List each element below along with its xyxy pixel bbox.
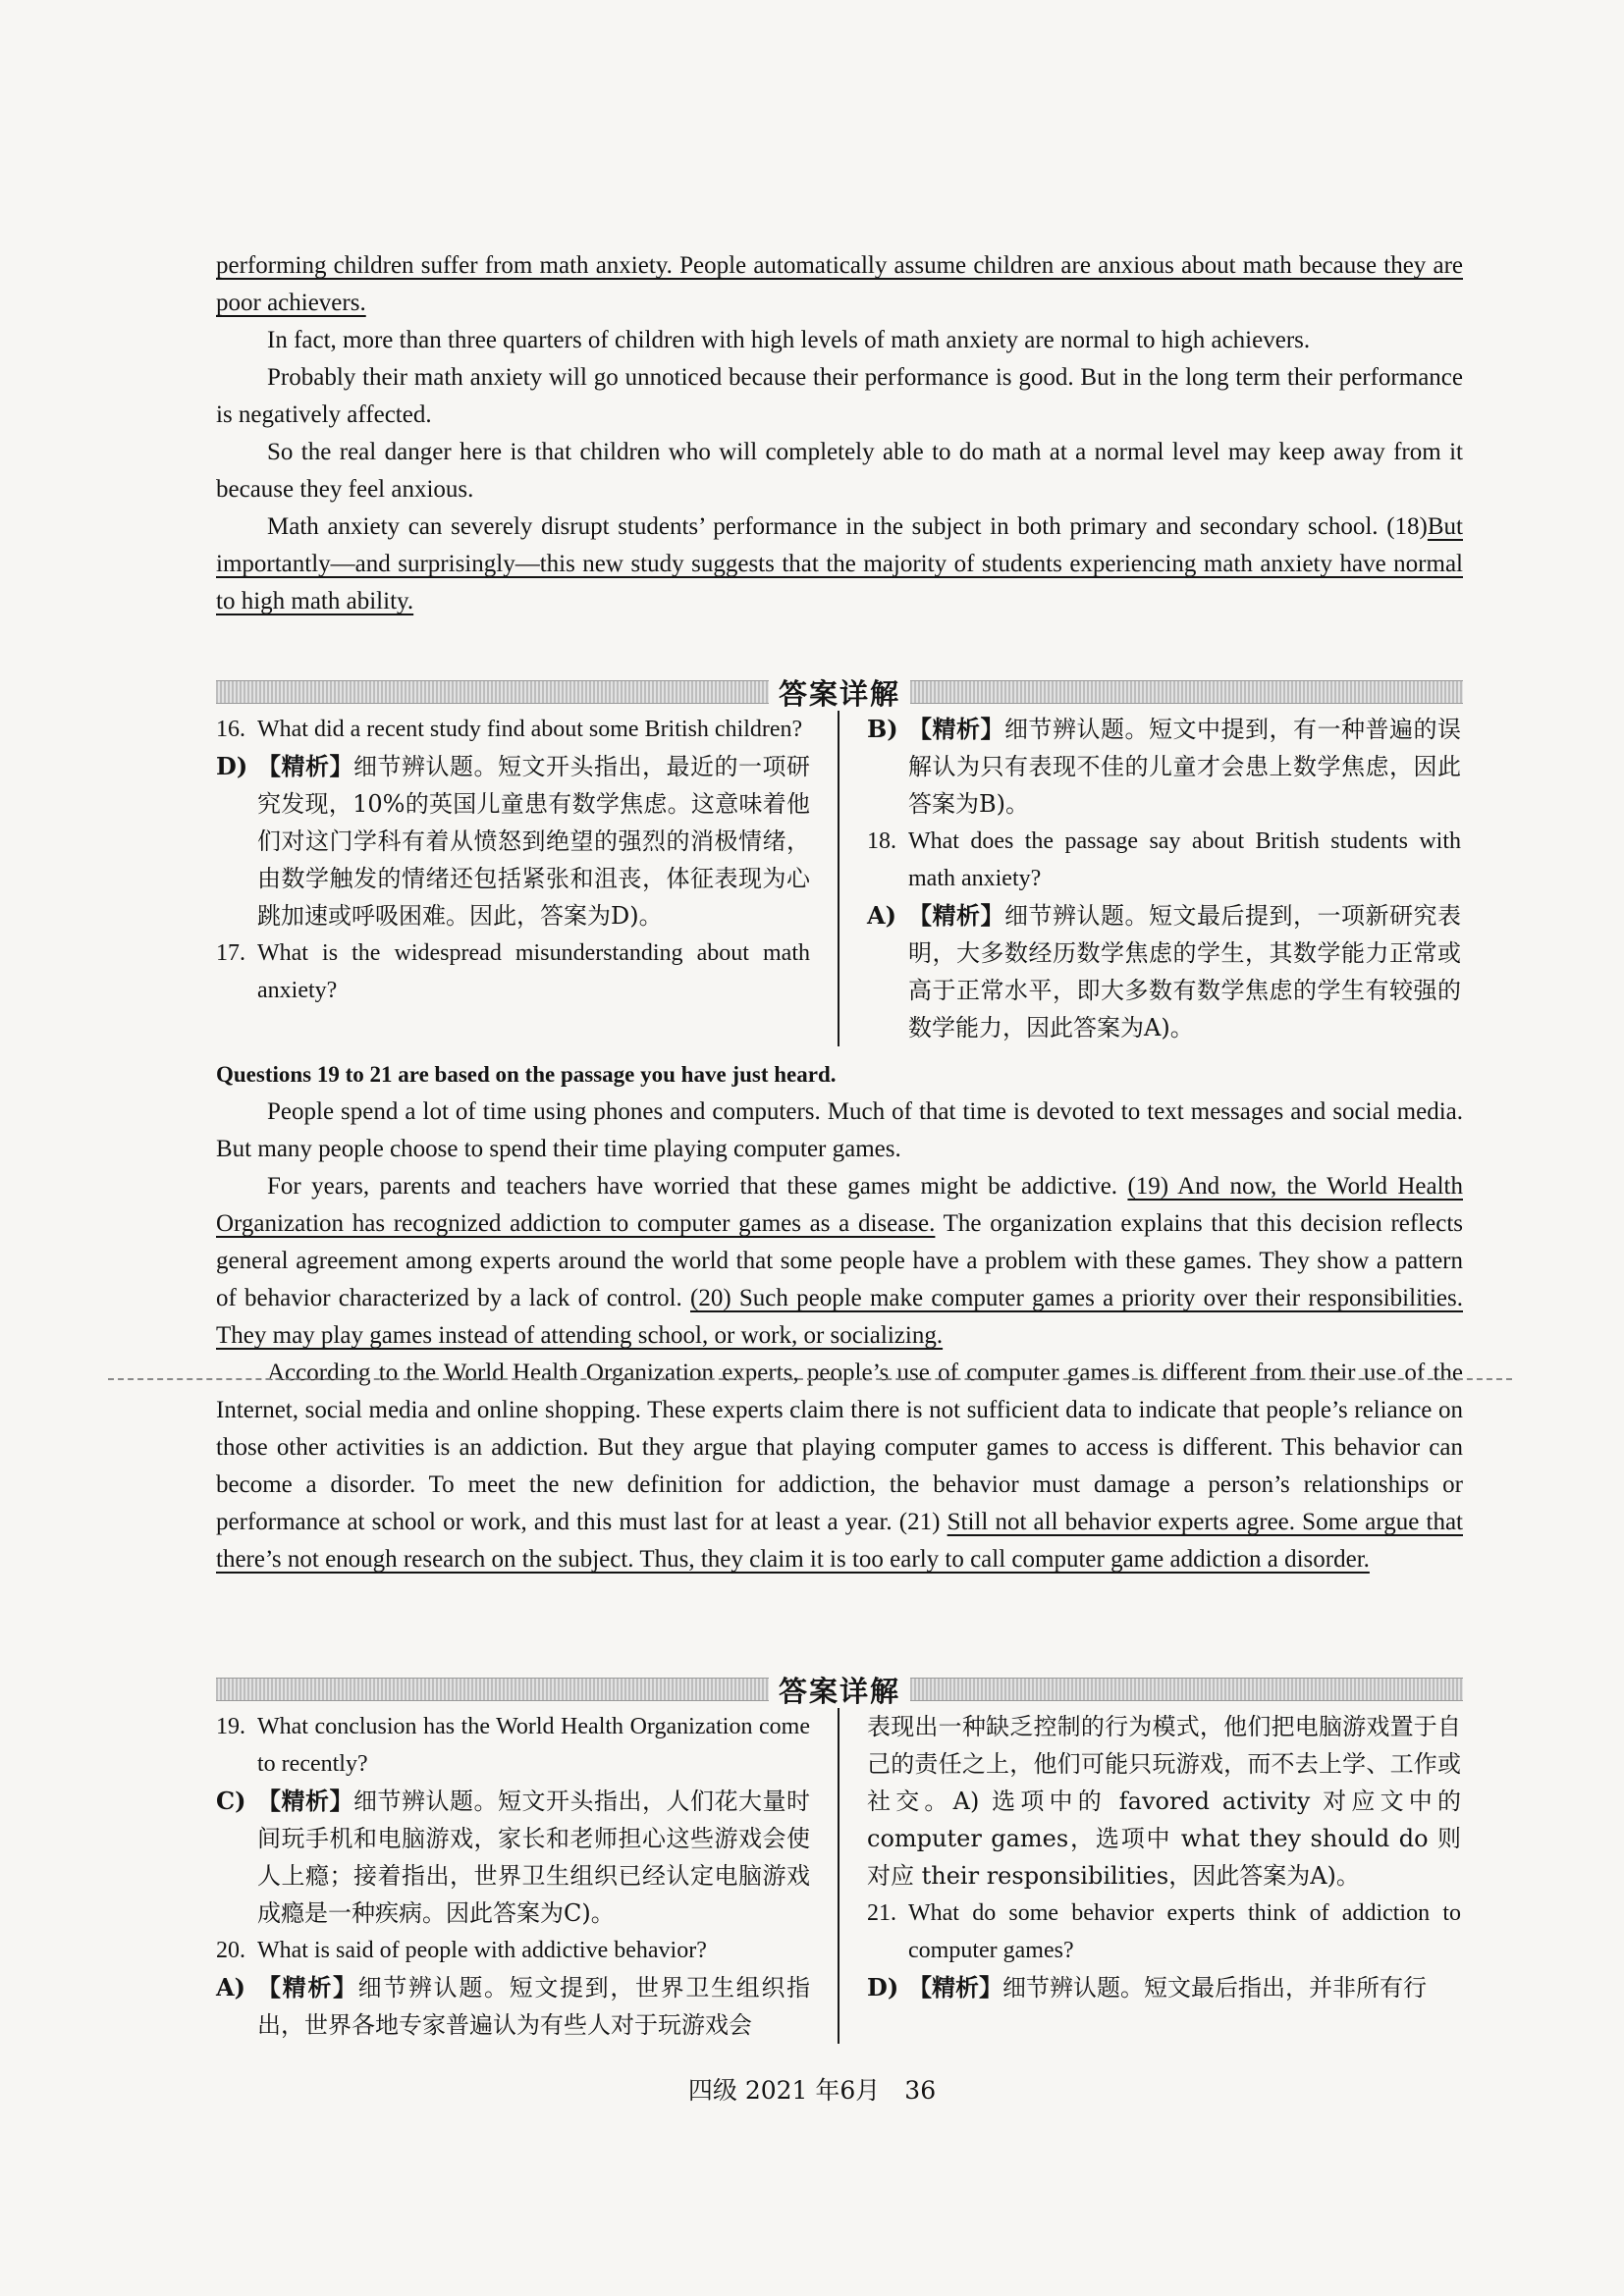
- answer-21: [867, 1969, 1461, 2006]
- answer-column-left: [216, 711, 810, 1046]
- answer-sentence-20: (20) Such people make computer games a priority over their responsibilities. They may play games instead of attending school, or work, or socializing.: [216, 1285, 1463, 1349]
- answers-19-21: [216, 1708, 1463, 2044]
- passage-paragraph: performing children suffer from math anxiety. People automatically assume children are anxious about math because they are poor achievers.: [216, 252, 1463, 316]
- passage-paragraph: [216, 1168, 1463, 1355]
- answer-letter: D): [216, 752, 248, 780]
- answer-banner: [216, 1673, 1463, 1706]
- answers-16-18: [216, 711, 1463, 1046]
- analysis-tag: 【精析】: [257, 752, 353, 780]
- column-divider: [838, 1708, 839, 2044]
- analysis-text: 细节辨认题。短文最后指出，并非所有行: [1002, 1974, 1427, 2002]
- question-text: What does the passage say about British students with math anxiety?: [908, 828, 1461, 891]
- answer-sentence-18: But importantly—and surprisingly—this new study suggests that the majority of students experiencing math anxiety have normal to high math ability.: [216, 513, 1463, 614]
- question-number: 17.: [216, 940, 245, 966]
- passage-text: Math anxiety can severely disrupt students’ performance in the subject in both primary and secondary school. (18): [267, 513, 1428, 540]
- fold-dash-line: [108, 1378, 1512, 1380]
- question-21: [867, 1895, 1461, 1969]
- question-17: [216, 934, 810, 1009]
- answer-letter: D): [867, 1973, 899, 2002]
- answer-20: [216, 1969, 810, 2044]
- question-text: What conclusion has the World Health Organization come to recently?: [257, 1714, 810, 1777]
- answer-20-continued: [867, 1708, 1461, 1895]
- analysis-text: 细节辨认题。短文最后提到，一项新研究表明，大多数经历数学焦虑的学生，其数学能力正常或高于正常水平，即大多数有数学焦虑的学生有较强的数学能力，因此答案为A)。: [908, 902, 1461, 1041]
- section-heading: Questions 19 to 21 are based on the passage you have just heard.: [216, 1062, 837, 1087]
- answer-17: [867, 711, 1461, 823]
- analysis-text: 细节辨认题。短文中提到，有一种普遍的误解认为只有表现不佳的儿童才会患上数学焦虑，因此答案为B)。: [908, 716, 1461, 818]
- answer-18: [867, 897, 1461, 1046]
- answer-letter: A): [216, 1973, 245, 2002]
- question-number: 21.: [867, 1900, 896, 1926]
- analysis-text: 表现出一种缺乏控制的行为模式，他们把电脑游戏置于自己的责任之上，他们可能只玩游戏，而不去上学、工作或社交。A) 选项中的 favored activity 对应文中的 computer games，选项中 what they should do 则对应 their responsibilities，因此答案为A)。: [867, 1713, 1461, 1890]
- answer-letter: C): [216, 1787, 246, 1815]
- passage-paragraph: Probably their math anxiety will go unnoticed because their performance is good. But in the long term their performance is negatively affected.: [216, 364, 1463, 428]
- answer-19: [216, 1783, 810, 1932]
- analysis-text: 细节辨认题。短文提到，世界卫生组织指出，世界各地专家普遍认为有些人对于玩游戏会: [257, 1974, 811, 2039]
- question-18: [867, 823, 1461, 897]
- answer-letter: B): [867, 715, 898, 743]
- question-text: What is the widespread misunderstanding about math anxiety?: [257, 940, 810, 1003]
- passage-text: For years, parents and teachers have worried that these games might be addictive.: [267, 1173, 1128, 1200]
- passage-paragraph: So the real danger here is that children who will completely able to do math at a normal level may keep away from it because they feel anxious.: [216, 439, 1463, 503]
- banner-title: 答案详解: [779, 1674, 901, 1708]
- answer-sentence-21: Still not all behavior experts agree. Some argue that there’s not enough research on the subject. Thus, they claim it is too early to call computer game addiction a disorder.: [216, 1509, 1463, 1573]
- question-number: 16.: [216, 717, 245, 742]
- passage-paragraph: In fact, more than three quarters of children with high levels of math anxiety are normal to high achievers.: [267, 327, 1311, 353]
- banner-stripe-left: [216, 1678, 769, 1701]
- answer-banner: [216, 675, 1463, 709]
- answer-column-left: [216, 1708, 810, 2044]
- passage-text: According to the World Health Organization experts, people’s use of computer games is different from their use of the Internet, social media and online shopping. These experts claim there is not sufficient data to indicate that people’s reliance on those other activities is an addiction. But they argue that playing computer games to access is different. This behavior can become a disorder. To meet the new definition for addiction, the behavior must damage a person’s relationships or performance at school or work, and this must last for at least a year. (21): [216, 1360, 1463, 1535]
- passage-18: [216, 247, 1463, 620]
- passage-text: The organization explains that this decision reflects general agreement among experts around the world that some people have a problem with these games. They show a pattern of behavior characterized by a lack of control.: [216, 1210, 1463, 1311]
- question-text: What do some behavior experts think of addiction to computer games?: [908, 1900, 1461, 1963]
- analysis-tag: 【精析】: [257, 1787, 353, 1815]
- banner-stripe-right: [910, 1678, 1463, 1701]
- page-footer: 四级 2021 年6月 36: [687, 2076, 937, 2105]
- passage-paragraph: People spend a lot of time using phones and computers. Much of that time is devoted to text messages and social media. But many people choose to spend their time playing computer games.: [216, 1098, 1463, 1162]
- analysis-tag: 【精析】: [908, 1973, 1002, 2002]
- question-number: 19.: [216, 1714, 245, 1739]
- question-text: What is said of people with addictive behavior?: [257, 1938, 707, 1963]
- answer-column-right: [867, 711, 1461, 1046]
- question-20: [216, 1932, 810, 1969]
- passage-paragraph: [216, 508, 1463, 620]
- analysis-tag: 【精析】: [257, 1973, 358, 2002]
- banner-stripe-right: [910, 680, 1463, 704]
- answer-letter: A): [867, 901, 896, 930]
- analysis-tag: 【精析】: [908, 715, 1004, 743]
- answer-column-right: [867, 1708, 1461, 2044]
- column-divider: [838, 711, 839, 1046]
- passage-paragraph: [216, 1355, 1463, 1578]
- answer-16: [216, 748, 810, 934]
- question-19: [216, 1708, 810, 1783]
- question-number: 18.: [867, 828, 896, 854]
- banner-title: 答案详解: [779, 676, 901, 711]
- question-number: 20.: [216, 1938, 245, 1963]
- banner-stripe-left: [216, 680, 769, 704]
- answer-sentence-19: (19) And now, the World Health Organization has recognized addiction to computer games as a disease.: [216, 1173, 1463, 1237]
- question-text: What did a recent study find about some British children?: [257, 717, 803, 742]
- analysis-tag: 【精析】: [908, 901, 1004, 930]
- passage-19-21: [216, 1094, 1463, 1578]
- analysis-text: 细节辨认题。短文开头指出，最近的一项研究发现，10%的英国儿童患有数学焦虑。这意味着他们对这门学科有着从愤怒到绝望的强烈的消极情绪，由数学触发的情绪还包括紧张和沮丧，体征表现为心跳加速或呼吸困难。因此，答案为D)。: [257, 753, 810, 930]
- analysis-text: 细节辨认题。短文开头指出，人们花大量时间玩手机和电脑游戏，家长和老师担心这些游戏会使人上瘾；接着指出，世界卫生组织已经认定电脑游戏成瘾是一种疾病。因此答案为C)。: [257, 1788, 810, 1927]
- question-16: [216, 711, 810, 748]
